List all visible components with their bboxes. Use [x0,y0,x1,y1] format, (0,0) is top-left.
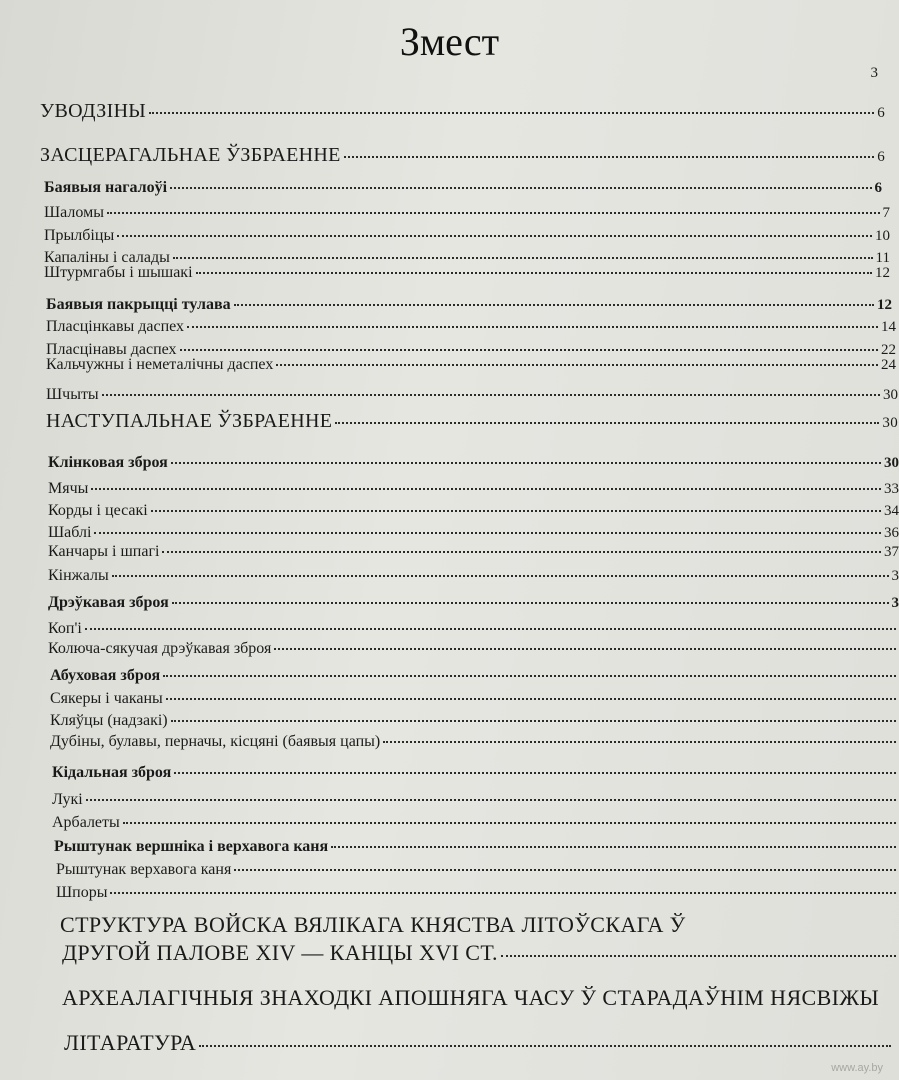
toc-entry[interactable] [56,861,899,879]
leader-dots [162,551,881,553]
leader-dots [172,602,889,604]
toc-entry[interactable] [50,733,899,751]
toc-label: Лукі [52,791,83,808]
toc-label: СТРУКТУРА ВОЙСКА ВЯЛІКАГА КНЯСТВА ЛІТОЎСКАГА Ў [60,912,686,937]
toc-page: 7 [882,205,890,221]
toc-entry[interactable] [48,543,899,561]
toc-page: 22 [881,342,896,358]
toc-page: 33 [884,481,899,497]
toc-label: Шчыты [46,386,99,403]
leader-dots [196,272,872,274]
toc-entry[interactable] [48,594,899,612]
toc-entry[interactable] [52,764,899,782]
toc-page: 6 [877,105,885,121]
leader-dots [86,799,896,801]
toc-page: 3 [870,65,878,81]
leader-dots [151,510,881,512]
toc-page: 30 [882,415,898,431]
toc-entry[interactable] [50,667,899,685]
toc-entry[interactable] [44,204,890,222]
toc-entry[interactable] [48,480,899,498]
toc-label: Шпоры [56,884,108,901]
toc-label: ЗАСЦЕРАГАЛЬНАЕ ЎЗБРАЕННЕ [40,144,341,166]
leader-dots [112,575,889,577]
toc-entry[interactable] [52,791,899,809]
toc-entry[interactable] [56,884,899,902]
leader-dots [234,869,896,871]
toc-page: 3 [891,595,899,611]
toc-label: Корды і цесакі [48,502,148,519]
toc-entry[interactable] [46,296,892,314]
toc-label: Штурмгабы і шышакі [44,264,193,281]
toc-page: 12 [877,297,892,313]
toc-page: 30 [884,455,899,471]
leader-dots [180,349,878,351]
toc-entry[interactable] [46,410,898,433]
leader-dots [123,822,896,824]
leader-dots [276,364,878,366]
toc-entry[interactable] [48,524,899,542]
toc-label: Дубіны, булавы, перначы, кісцяні (баявыя цапы) [50,733,381,750]
leader-dots [331,846,896,848]
toc-label: Канчары і шпагі [48,543,160,560]
toc-page: 30 [883,387,898,403]
toc-page: 24 [881,357,896,373]
toc-page: 6 [874,180,882,196]
toc-label: Пласцінкавы даспех [46,318,185,335]
leader-dots [171,462,881,464]
toc-entry-big[interactable] [62,985,899,1011]
leader-dots [234,304,874,306]
leader-dots [174,772,896,774]
leader-dots [187,326,878,328]
leader-dots [344,156,875,158]
leader-dots [501,955,896,957]
leader-dots [110,892,896,894]
toc-entry[interactable] [48,620,899,638]
leader-dots [91,488,881,490]
toc-page: 37 [884,544,899,560]
leader-dots [163,675,896,677]
toc-entry[interactable] [46,386,898,404]
toc-label: Рыштунак вершніка і верхавога каня [54,838,329,855]
toc-label: Шаломы [44,204,104,221]
watermark: www.ay.by [831,1062,883,1074]
toc-label: Арбалеты [52,814,120,831]
toc-label: НАСТУПАЛЬНАЕ ЎЗБРАЕННЕ [46,410,333,432]
toc-entry[interactable] [52,814,899,832]
toc-entry[interactable] [54,838,899,856]
toc-label: ЛІТАРАТУРА [64,1030,197,1055]
toc-label: АРХЕАЛАГІЧНЫЯ ЗНАХОДКІ АПОШНЯГА ЧАСУ Ў СТАРАДАЎНІМ НЯСВІЖЫ [62,985,880,1010]
leader-dots [335,422,879,424]
toc-entry[interactable] [48,502,899,520]
toc-label: Абуховая зброя [50,667,161,684]
toc-label: Кідальная зброя [52,764,172,781]
toc-label: Колюча-сякучая дрэўкавая зброя [48,640,272,657]
toc-page: 36 [884,525,899,541]
toc-entry[interactable] [44,227,890,245]
toc-page: 34 [884,503,899,519]
toc-page: 6 [877,149,885,165]
toc-label: Прылбіцы [44,227,115,244]
toc-label: ДРУГОЙ ПАЛОВЕ XIV — КАНЦЫ XVI СТ. [62,940,498,965]
toc-entry[interactable] [48,454,899,472]
toc-label: Мячы [48,480,89,497]
toc-label: Шаблі [48,524,92,541]
toc-page: 14 [881,319,896,335]
toc-entry[interactable] [44,264,890,282]
leader-dots [274,648,896,650]
leader-dots [171,720,896,722]
toc-entry[interactable] [46,318,896,336]
toc-entry[interactable] [40,100,885,123]
leader-dots [94,532,881,534]
leader-dots [85,628,896,630]
leader-dots [170,187,871,189]
toc-label: Дрэўкавая зброя [48,594,169,611]
leader-dots [383,741,896,743]
leader-dots [102,394,880,396]
toc-entry[interactable] [50,690,899,708]
toc-page: 3 [891,568,899,584]
leader-dots [107,212,880,214]
toc-label: Капаліны і салады [44,249,170,266]
toc-entry[interactable] [50,712,899,730]
toc-label: УВОДЗІНЫ [40,100,147,122]
toc-entry[interactable] [44,179,882,197]
toc-label: Баявыя пакрыцці тулава [46,296,231,313]
toc-entry-big[interactable] [60,912,899,938]
toc-entry-big[interactable] [62,940,899,966]
toc-page: 11 [875,250,890,266]
toc-label: Коп'і [48,620,82,637]
toc-page: 12 [875,265,890,281]
toc-label: Клінковая зброя [48,454,168,471]
toc-label: Кальчужны і неметалічны даспех [46,356,274,373]
toc-label: Сякеры і чаканы [50,690,163,707]
toc-label: Баявыя нагалоўі [44,179,168,196]
leader-dots [149,112,874,114]
toc-entry[interactable] [48,567,899,585]
toc-label: Кляўцы (надзакі) [50,712,168,729]
toc-entry[interactable] [40,144,885,167]
toc-entry[interactable] [48,640,899,658]
toc-label: Пласцінавы даспех [46,341,177,358]
toc-entry-big[interactable] [64,1030,894,1056]
toc-label: Рыштунак верхавога каня [56,861,232,878]
leader-dots [117,235,872,237]
toc-entry[interactable] [46,356,896,374]
leader-dots [173,257,873,259]
toc-entry-top [40,65,878,82]
toc-page: 10 [875,228,890,244]
leader-dots [199,1045,891,1047]
toc-label: Кінжалы [48,567,109,584]
leader-dots [166,698,896,700]
page-title: Змест [399,19,500,64]
